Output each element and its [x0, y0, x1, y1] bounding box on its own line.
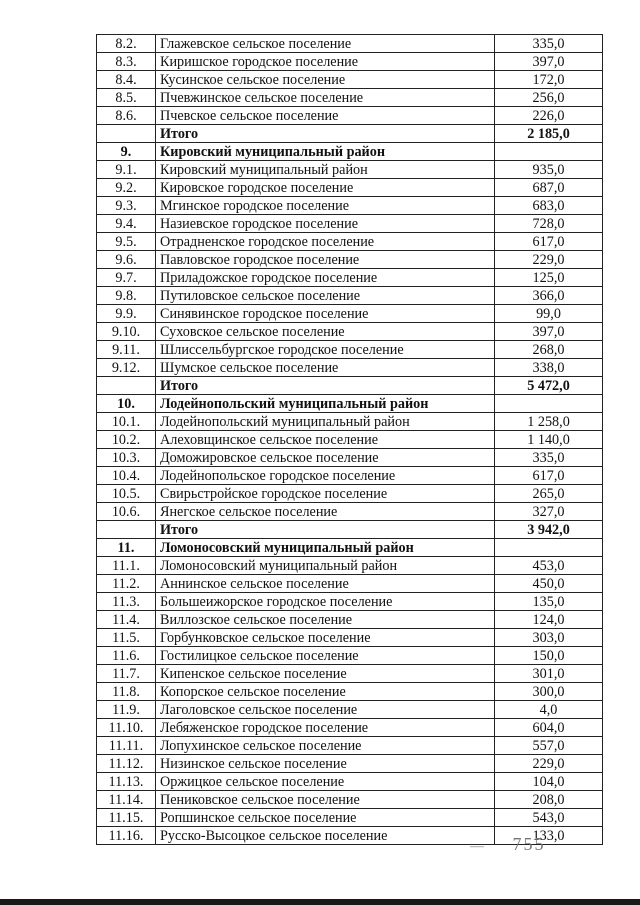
- row-number-cell: 10.3.: [97, 449, 156, 467]
- settlement-name-cell: Русско-Высоцкое сельское поселение: [156, 827, 495, 845]
- settlement-name-cell: Шумское сельское поселение: [156, 359, 495, 377]
- row-number-cell: 10.4.: [97, 467, 156, 485]
- row-number-cell: 11.1.: [97, 557, 156, 575]
- amount-cell: 335,0: [495, 449, 603, 467]
- settlement-name-cell: Шлиссельбургское городское поселение: [156, 341, 495, 359]
- amount-cell: 543,0: [495, 809, 603, 827]
- row-number-cell: 11.: [97, 539, 156, 557]
- table-row: [97, 755, 603, 773]
- amount-cell: 150,0: [495, 647, 603, 665]
- settlement-name-cell: Гостилицкое сельское поселение: [156, 647, 495, 665]
- row-number-cell: 11.14.: [97, 791, 156, 809]
- table-row: [97, 233, 603, 251]
- settlement-name-cell: Ломоносовский муниципальный район: [156, 557, 495, 575]
- row-number-cell: 11.16.: [97, 827, 156, 845]
- settlement-name-cell: Алеховщинское сельское поселение: [156, 431, 495, 449]
- amount-cell: 172,0: [495, 71, 603, 89]
- row-number-cell: 9.3.: [97, 197, 156, 215]
- amount-cell: 124,0: [495, 611, 603, 629]
- settlement-name-cell: Итого: [156, 521, 495, 539]
- table-row: [97, 593, 603, 611]
- settlement-name-cell: Горбунковское сельское поселение: [156, 629, 495, 647]
- amount-cell: 604,0: [495, 719, 603, 737]
- amount-cell: 397,0: [495, 323, 603, 341]
- scan-edge-bar: [0, 899, 640, 905]
- amount-cell: 256,0: [495, 89, 603, 107]
- table-row: [97, 215, 603, 233]
- row-number-cell: 9.8.: [97, 287, 156, 305]
- amount-cell: 683,0: [495, 197, 603, 215]
- amount-cell: 125,0: [495, 269, 603, 287]
- settlement-name-cell: Пчевское сельское поселение: [156, 107, 495, 125]
- row-number-cell: 8.4.: [97, 71, 156, 89]
- settlement-name-cell: Янегское сельское поселение: [156, 503, 495, 521]
- total-row: [97, 125, 603, 143]
- amount-cell: 226,0: [495, 107, 603, 125]
- table-row: [97, 575, 603, 593]
- settlement-name-cell: Путиловское сельское поселение: [156, 287, 495, 305]
- row-number-cell: 9.4.: [97, 215, 156, 233]
- settlement-name-cell: Виллозское сельское поселение: [156, 611, 495, 629]
- amount-cell: 135,0: [495, 593, 603, 611]
- amount-cell: 2 185,0: [495, 125, 603, 143]
- allocation-table-body: [97, 35, 603, 845]
- row-number-cell: 9.5.: [97, 233, 156, 251]
- table-row: [97, 179, 603, 197]
- amount-cell: 557,0: [495, 737, 603, 755]
- settlement-name-cell: Лодейнопольский муниципальный район: [156, 395, 495, 413]
- amount-cell: 268,0: [495, 341, 603, 359]
- page-number-stamp: [470, 834, 590, 856]
- table-row: [97, 629, 603, 647]
- row-number-cell: 10.1.: [97, 413, 156, 431]
- settlement-name-cell: Ломоносовский муниципальный район: [156, 539, 495, 557]
- district-header-row: [97, 143, 603, 161]
- row-number-cell: 9.10.: [97, 323, 156, 341]
- table-row: [97, 647, 603, 665]
- row-number-cell: 10.6.: [97, 503, 156, 521]
- settlement-name-cell: Итого: [156, 377, 495, 395]
- settlement-name-cell: Лодейнопольское городское поселение: [156, 467, 495, 485]
- settlement-name-cell: Пениковское сельское поселение: [156, 791, 495, 809]
- row-number-cell: 10.: [97, 395, 156, 413]
- amount-cell: 335,0: [495, 35, 603, 53]
- amount-cell: 104,0: [495, 773, 603, 791]
- table-row: [97, 89, 603, 107]
- amount-cell: [495, 143, 603, 161]
- table-row: [97, 467, 603, 485]
- row-number-cell: 11.10.: [97, 719, 156, 737]
- table-row: [97, 305, 603, 323]
- settlement-name-cell: Аннинское сельское поселение: [156, 575, 495, 593]
- amount-cell: 338,0: [495, 359, 603, 377]
- row-number-cell: 9.12.: [97, 359, 156, 377]
- row-number-cell: 11.7.: [97, 665, 156, 683]
- amount-cell: 453,0: [495, 557, 603, 575]
- row-number-cell: 9.: [97, 143, 156, 161]
- row-number-cell: 11.12.: [97, 755, 156, 773]
- total-row: [97, 377, 603, 395]
- total-row: [97, 521, 603, 539]
- settlement-name-cell: Низинское сельское поселение: [156, 755, 495, 773]
- table-row: [97, 503, 603, 521]
- settlement-name-cell: Лодейнопольский муниципальный район: [156, 413, 495, 431]
- table-row: [97, 809, 603, 827]
- amount-cell: 687,0: [495, 179, 603, 197]
- table-row: [97, 35, 603, 53]
- settlement-name-cell: Кипенское сельское поселение: [156, 665, 495, 683]
- row-number-cell: 11.13.: [97, 773, 156, 791]
- settlement-name-cell: Суховское сельское поселение: [156, 323, 495, 341]
- amount-cell: 303,0: [495, 629, 603, 647]
- settlement-name-cell: Итого: [156, 125, 495, 143]
- settlement-name-cell: Синявинское городское поселение: [156, 305, 495, 323]
- table-row: [97, 287, 603, 305]
- row-number-cell: 9.2.: [97, 179, 156, 197]
- settlement-name-cell: Киришское городское поселение: [156, 53, 495, 71]
- amount-cell: 617,0: [495, 233, 603, 251]
- table-row: [97, 791, 603, 809]
- table-row: [97, 197, 603, 215]
- amount-cell: [495, 539, 603, 557]
- amount-cell: 728,0: [495, 215, 603, 233]
- settlement-name-cell: Кусинское сельское поселение: [156, 71, 495, 89]
- settlement-name-cell: Копорское сельское поселение: [156, 683, 495, 701]
- amount-cell: 99,0: [495, 305, 603, 323]
- row-number-cell: 9.7.: [97, 269, 156, 287]
- row-number-cell: 11.8.: [97, 683, 156, 701]
- table-row: [97, 683, 603, 701]
- table-row: [97, 773, 603, 791]
- amount-cell: 301,0: [495, 665, 603, 683]
- table-row: [97, 719, 603, 737]
- amount-cell: 208,0: [495, 791, 603, 809]
- district-header-row: [97, 395, 603, 413]
- settlement-name-cell: Отрадненское городское поселение: [156, 233, 495, 251]
- amount-cell: 617,0: [495, 467, 603, 485]
- settlement-name-cell: Ропшинское сельское поселение: [156, 809, 495, 827]
- settlement-name-cell: Лаголовское сельское поселение: [156, 701, 495, 719]
- settlement-name-cell: Доможировское сельское поселение: [156, 449, 495, 467]
- table-row: [97, 611, 603, 629]
- amount-cell: 327,0: [495, 503, 603, 521]
- settlement-name-cell: Большеижорское городское поселение: [156, 593, 495, 611]
- amount-cell: 229,0: [495, 251, 603, 269]
- row-number-cell: 11.2.: [97, 575, 156, 593]
- row-number-cell: 11.3.: [97, 593, 156, 611]
- amount-cell: 5 472,0: [495, 377, 603, 395]
- district-header-row: [97, 539, 603, 557]
- amount-cell: 300,0: [495, 683, 603, 701]
- table-row: [97, 701, 603, 719]
- row-number-cell: [97, 521, 156, 539]
- table-row: [97, 107, 603, 125]
- amount-cell: [495, 395, 603, 413]
- table-row: [97, 53, 603, 71]
- row-number-cell: 11.9.: [97, 701, 156, 719]
- table-row: [97, 449, 603, 467]
- row-number-cell: 9.9.: [97, 305, 156, 323]
- row-number-cell: 9.11.: [97, 341, 156, 359]
- table-row: [97, 665, 603, 683]
- amount-cell: 3 942,0: [495, 521, 603, 539]
- amount-cell: 265,0: [495, 485, 603, 503]
- settlement-name-cell: Лебяженское городское поселение: [156, 719, 495, 737]
- settlement-name-cell: Кировское городское поселение: [156, 179, 495, 197]
- amount-cell: 1 140,0: [495, 431, 603, 449]
- settlement-name-cell: Оржицкое сельское поселение: [156, 773, 495, 791]
- table-row: [97, 413, 603, 431]
- row-number-cell: 11.6.: [97, 647, 156, 665]
- row-number-cell: 9.1.: [97, 161, 156, 179]
- row-number-cell: 11.5.: [97, 629, 156, 647]
- settlement-name-cell: Глажевское сельское поселение: [156, 35, 495, 53]
- table-row: [97, 161, 603, 179]
- settlement-name-cell: Свирьстройское городское поселение: [156, 485, 495, 503]
- table-row: [97, 251, 603, 269]
- amount-cell: 935,0: [495, 161, 603, 179]
- amount-cell: 229,0: [495, 755, 603, 773]
- page-number: 755: [512, 834, 546, 854]
- table-row: [97, 737, 603, 755]
- settlement-name-cell: Мгинское городское поселение: [156, 197, 495, 215]
- settlement-name-cell: Назиевское городское поселение: [156, 215, 495, 233]
- row-number-cell: 8.6.: [97, 107, 156, 125]
- amount-cell: 366,0: [495, 287, 603, 305]
- row-number-cell: 11.4.: [97, 611, 156, 629]
- amount-cell: 4,0: [495, 701, 603, 719]
- table-row: [97, 341, 603, 359]
- table-row: [97, 557, 603, 575]
- amount-cell: 397,0: [495, 53, 603, 71]
- page-mark-dash: —: [470, 839, 486, 854]
- row-number-cell: 8.3.: [97, 53, 156, 71]
- amount-cell: 1 258,0: [495, 413, 603, 431]
- table-row: [97, 71, 603, 89]
- row-number-cell: [97, 125, 156, 143]
- settlement-name-cell: Лопухинское сельское поселение: [156, 737, 495, 755]
- amount-cell: 133,0: [495, 827, 603, 845]
- row-number-cell: [97, 377, 156, 395]
- settlement-name-cell: Кировский муниципальный район: [156, 161, 495, 179]
- amount-cell: 450,0: [495, 575, 603, 593]
- table-row: [97, 269, 603, 287]
- table-row: [97, 485, 603, 503]
- settlement-name-cell: Пчевжинское сельское поселение: [156, 89, 495, 107]
- row-number-cell: 8.2.: [97, 35, 156, 53]
- row-number-cell: 10.2.: [97, 431, 156, 449]
- row-number-cell: 10.5.: [97, 485, 156, 503]
- row-number-cell: 11.15.: [97, 809, 156, 827]
- table-row: [97, 431, 603, 449]
- settlement-name-cell: Павловское городское поселение: [156, 251, 495, 269]
- table-row: [97, 359, 603, 377]
- row-number-cell: 8.5.: [97, 89, 156, 107]
- table-row: [97, 323, 603, 341]
- row-number-cell: 9.6.: [97, 251, 156, 269]
- row-number-cell: 11.11.: [97, 737, 156, 755]
- allocation-table: [96, 34, 603, 845]
- settlement-name-cell: Кировский муниципальный район: [156, 143, 495, 161]
- settlement-name-cell: Приладожское городское поселение: [156, 269, 495, 287]
